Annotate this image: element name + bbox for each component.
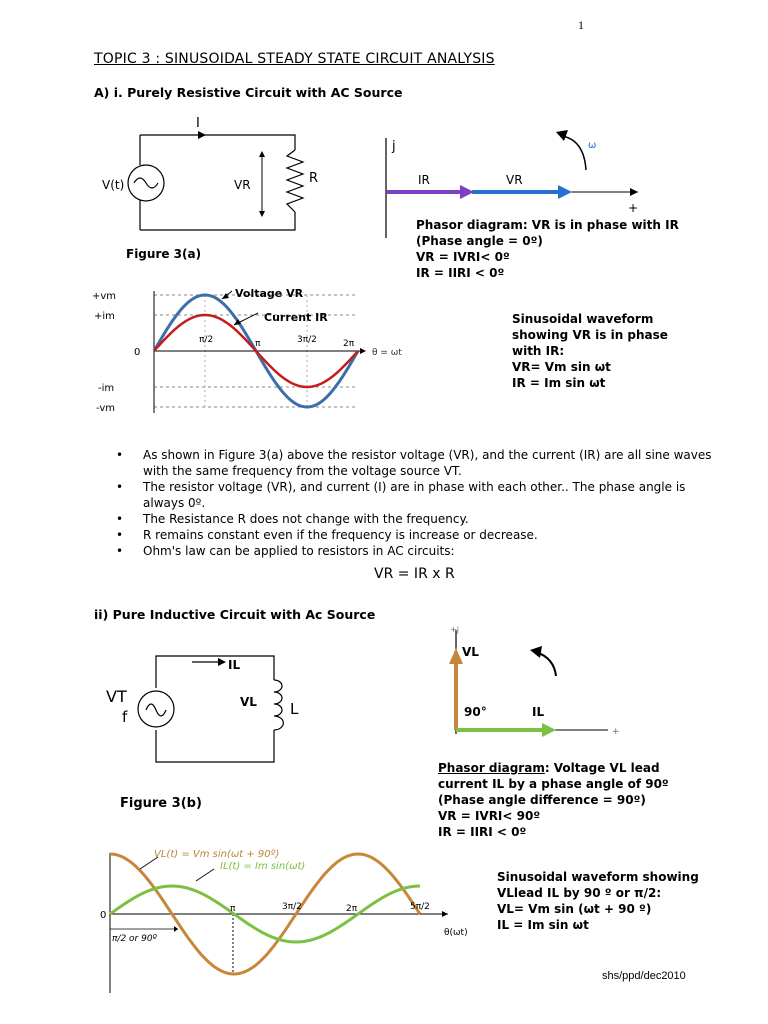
bullet-item: • The Resistance R does not change with the frequency. [116,511,716,527]
inductive-circuit-diagram [104,640,324,780]
inductive-phasor-note [438,760,738,840]
source-f-label: f [122,708,128,726]
footer-code: shs/ppd/dec2010 [602,970,686,982]
phasor-note-line1: Phasor diagram: VR is in phase with IR [416,218,679,232]
waveform-note-line4: IL = Im sin ωt [497,918,589,932]
circuit-il-label: IL [228,658,241,672]
resistive-waveform-note [512,311,732,391]
circuit-current-label: I [196,116,200,131]
circuit-source-label: V(t) [102,178,125,192]
origin-label: 0 [100,910,107,921]
circuit-voltage-label: VR [234,178,251,192]
phasor-note-line5: IR = IIRI < 0º [438,825,527,839]
x-label-pi: π [230,904,236,914]
circuit-vl-label: VL [240,695,257,709]
x-label-pi: π [255,339,261,349]
omega-label: ω [588,140,597,151]
legend-vl: VL(t) = Vm sin(ωt + 90º) [154,849,280,860]
phasor-note-line4: VR = IVRI< 90º [438,809,541,823]
x-label-2pi: 2π [346,904,358,914]
ohms-law-formula: VR = IR x R [374,566,455,582]
phasor-note-line4: IR = IIRI < 0º [416,266,505,280]
phasor-plus-label: + [628,201,639,215]
phasor-ir-label: IR [418,173,430,187]
current-arrow [198,131,206,139]
phasor-j-label: j [392,139,396,154]
bullet-item: • Ohm's law can be applied to resistors in AC circuits: [116,543,716,559]
x-axis-label: θ(ωt) [444,928,468,938]
resistor-symbol [287,150,303,212]
phase-shift-label: π/2 or 90º [112,934,157,944]
y-label-neg-vm: -vm [96,403,115,414]
inductive-waveform-note [497,869,747,933]
bullet-item: • As shown in Figure 3(a) above the resistor voltage (VR), and the current (IR) are all sine waves with the same frequency from the voltage source VT. [116,447,716,479]
phasor-note-line3: VR = IVRI< 0º [416,250,510,264]
legend-il: IL(t) = Im sin(ωt) [220,861,306,872]
phasor-note-line1-rest: : Voltage VL lead [544,761,660,775]
resistive-bullet-list [116,447,716,559]
x-label-3pi-half: 3π/2 [282,902,302,912]
page-number: 1 [578,18,584,32]
phasor-note-line2: current IL by a phase angle of 90º [438,777,669,791]
waveform-note-line2: VLlead IL by 90 º or π/2: [497,886,662,900]
y-label-neg-im: -im [98,383,115,394]
y-label-zero: 0 [134,347,141,358]
phasor-note-line3: (Phase angle difference = 90º) [438,793,646,807]
waveform-note-line1: Sinusoidal waveform [512,312,654,326]
legend-current-ir: Current IR [264,311,328,324]
phasor-vl-label: VL [462,645,479,659]
x-label-2pi: 2π [343,339,355,349]
inductive-waveform-chart [98,843,468,1008]
waveform-note-line5: IR = Im sin ωt [512,376,606,390]
phasor-il-label: IL [532,705,545,719]
figure-3a-caption: Figure 3(a) [126,247,202,261]
waveform-note-line3: with IR: [512,344,565,358]
phasor-axis-top-label: +j [450,625,459,634]
section-b-heading: ii) Pure Inductive Circuit with Ac Source [94,607,376,622]
phasor-note-line2: (Phase angle = 0º) [416,234,543,248]
waveform-note-line3: VL= Vm sin (ωt + 90 º) [497,902,652,916]
phasor-angle-label: 90° [464,705,487,719]
resistive-waveform-chart [90,283,420,418]
bullet-item: • R remains constant even if the frequency is increase or decrease. [116,527,716,543]
rotation-arrow [562,136,586,170]
x-label-pi-half: π/2 [199,335,214,345]
y-label-vm: +vm [92,291,117,302]
x-label-3pi-half: 3π/2 [297,335,317,345]
inductive-phasor-diagram [436,618,636,743]
circuit-resistor-label: R [309,171,319,186]
inductor-symbol [274,680,283,730]
resistive-phasor-note [416,217,716,281]
legend-voltage-vr: Voltage VR [235,287,304,300]
resistive-circuit-diagram [90,110,320,250]
x-axis-label: θ = ωt [372,348,402,358]
waveform-note-line2: showing VR is in phase [512,328,668,342]
x-label-5pi-half: 5π/2 [410,902,430,912]
circuit-inductor-label: L [290,700,299,718]
waveform-note-line4: VR= Vm sin ωt [512,360,611,374]
figure-3b-caption: Figure 3(b) [120,796,202,811]
section-a-heading: A) i. Purely Resistive Circuit with AC Source [94,85,403,100]
phasor-axis-plus-label: + [612,727,620,737]
source-vt-label: VT [106,687,127,706]
page-title: TOPIC 3 : SINUSOIDAL STEADY STATE CIRCUIT ANALYSIS [94,51,495,67]
phasor-vr-label: VR [506,173,523,187]
bullet-item: • The resistor voltage (VR), and current (I) are in phase with each other.. The phase angle is always 0º. [116,479,716,511]
y-label-im: +im [94,311,115,322]
waveform-note-line1: Sinusoidal waveform showing [497,870,699,884]
phasor-diagram-title: Phasor diagram [438,761,545,775]
